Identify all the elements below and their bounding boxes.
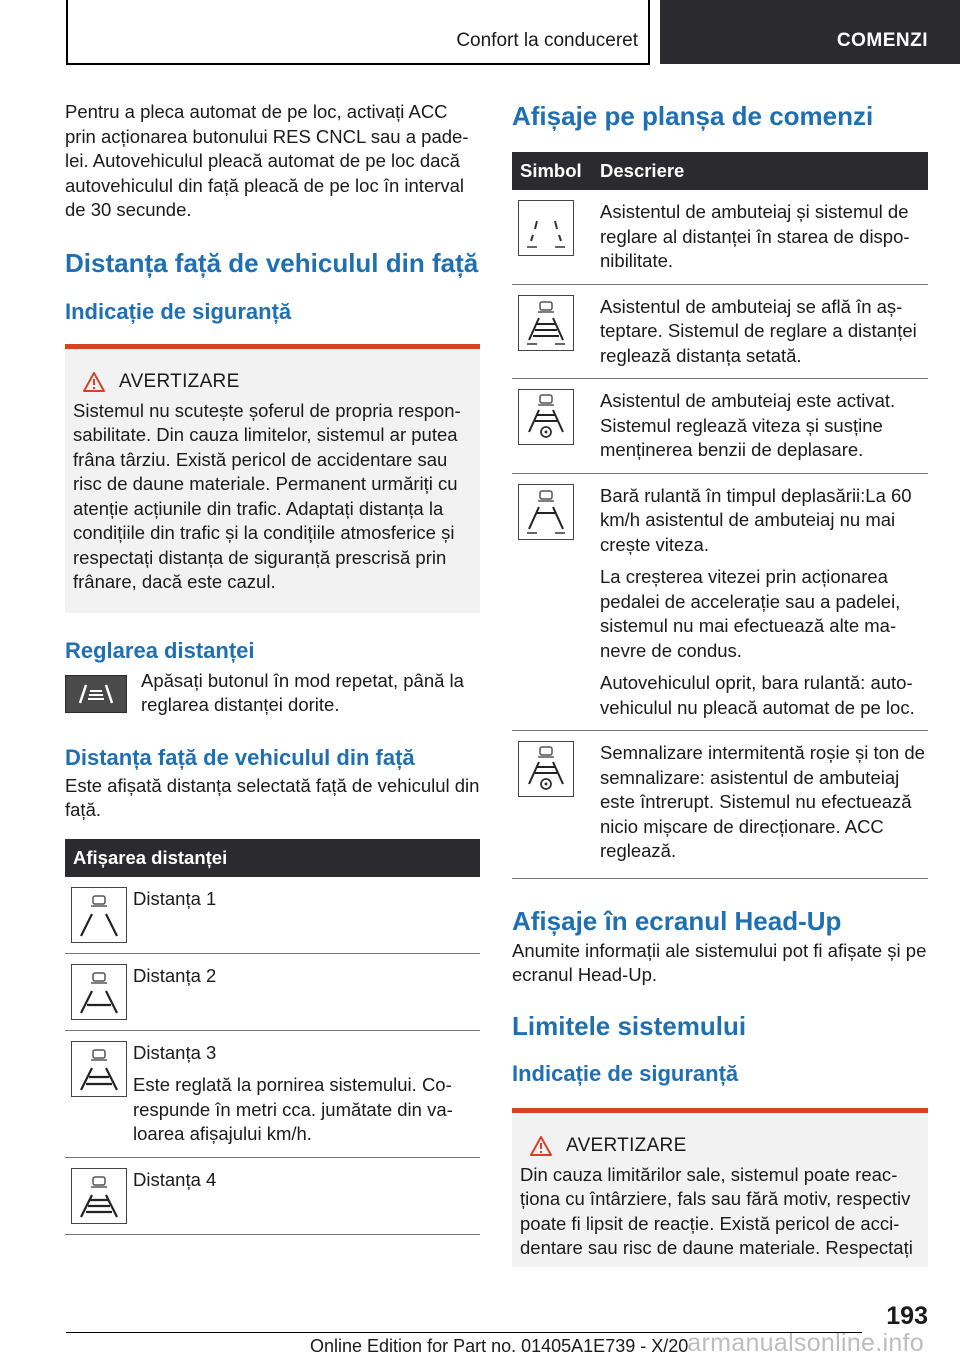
header-rule-left	[66, 0, 68, 64]
symbol-table-header	[512, 152, 928, 190]
table-row	[65, 954, 480, 1031]
table-row	[65, 877, 480, 954]
column-header-description: Descriere	[600, 160, 685, 181]
row-text: Asistentul de ambuteiaj este activat. Sistemul reglează viteza și susține menținerea benzii de deplasare.	[600, 390, 896, 460]
section-title: Confort la conduceret	[456, 30, 638, 51]
row-text: Distanța 4	[133, 1168, 217, 1190]
heading-limite: Limitele sistemului	[512, 1010, 747, 1041]
symbol-table	[512, 152, 928, 879]
page-number: 193	[886, 1302, 928, 1330]
reglare-text: Apăsați butonul în mod repetat, până la reglarea distanței dorite.	[141, 669, 464, 715]
warning-triangle-icon	[83, 372, 105, 392]
distance-3-icon	[71, 1041, 127, 1097]
table-row	[65, 1031, 480, 1158]
warning-triangle-icon	[530, 1136, 552, 1156]
row-text: Semnalizare intermitentă roșie și ton de semnalizare: asistentul de ambuteiaj este întrerupt. Sistemul nu efectuează nicio mișcare de direcționare. ACC reglează.	[600, 742, 925, 861]
warning-box-2	[512, 1108, 928, 1267]
heading-afisaje: Afișaje pe planșa de comenzi	[512, 101, 874, 131]
distance-table	[65, 839, 480, 1235]
chapter-tab[interactable]	[660, 0, 960, 64]
distance-2-icon	[71, 964, 127, 1020]
row-text: Asistentul de ambuteiaj se află în așteptare. Sistemul de reglare a distanței reglează distanța setată.	[600, 295, 917, 366]
heading-headup: Afișaje în ecranul Head-Up	[512, 905, 842, 936]
column-header-symbol: Simbol	[520, 160, 582, 181]
chapter-tab-label: COMENZI	[836, 30, 928, 51]
table-row	[512, 731, 928, 879]
rolling-bar-icon	[518, 484, 574, 540]
table-row	[512, 474, 928, 732]
table-row	[65, 1158, 480, 1235]
ambuteiaj-standby-icon	[518, 200, 574, 256]
table-row	[512, 190, 928, 285]
reglare-block	[65, 669, 480, 718]
row-text: Este reglată la pornirea sistemului. Corespunde în metri cca. jumătate din valoarea afișajului km/h.	[133, 1074, 453, 1144]
edition-text: Online Edition for Part no. 01405A1E739 - X/20	[310, 1336, 689, 1356]
right-column	[512, 100, 928, 1267]
intro-paragraph: Pentru a pleca automat de pe loc, activați ACC prin acționarea butonului RES CNCL sau a padelei. Autovehiculul pleacă automat de pe loc dacă autovehiculul din față pleacă de pe loc în interval de 30 secunde.	[65, 101, 469, 220]
table-row	[512, 379, 928, 474]
heading-distanta: Distanța față de vehiculul din față	[65, 744, 415, 770]
headup-text: Anumite informații ale sistemului pot fi afișate și pe ecranul Head-Up.	[512, 939, 927, 985]
watermark: armanualsonline.info	[687, 1329, 924, 1357]
row-text: Bară rulantă în timpul deplasării:La 60 km/h asistentul de ambuteiaj nu mai crește viteza.	[600, 484, 912, 555]
header-rule-bottom	[66, 63, 650, 65]
row-text: Autovehiculul oprit, bara rulantă: autovehiculul nu pleacă automat de pe loc.	[600, 672, 915, 718]
row-text: Distanța 2	[133, 964, 217, 986]
ambuteiaj-waiting-icon	[518, 295, 574, 351]
warning-title: AVERTIZARE	[119, 370, 240, 392]
row-text: Distanța 3	[133, 1041, 217, 1063]
ambuteiaj-active-icon	[518, 389, 574, 445]
heading-safety-note-2: Indicație de siguranță	[512, 1060, 739, 1086]
row-text: La creșterea vitezei prin acționarea pedalei de accelerație sau a padelei, sistemul nu mai efectuează alte manevre de condus.	[600, 566, 901, 661]
warning-title: AVERTIZARE	[566, 1134, 687, 1156]
row-text: Asistentul de ambuteiaj și sistemul de reglare al distanței în starea de disponibilitate.	[600, 201, 910, 271]
heading-distance: Distanța față de vehiculul din față	[65, 247, 479, 278]
warning-text: Sistemul nu scutește șoferul de propria responsabilitate. Din cauza limitelor, sistemul ar putea frâna târziu. Există pericol de accidentare sau risc de daune materiale. Permanent urmăriți cu atenție acțiunile din trafic. Adaptați distanța la condițiile din trafic și la condițiile atmosferice și respectați distanța de siguranță prescrisă prin frânare, dacă este cazul.	[73, 399, 461, 592]
heading-safety-note: Indicație de siguranță	[65, 298, 292, 324]
distanta-text: Este afișată distanța selectată față de vehiculul din față.	[65, 774, 480, 820]
warning-text: Din cauza limitărilor sale, sistemul poate reacționa cu întârziere, fals sau fără motiv, respectiv poate fi lipsit de reacție. Există pericol de accidentare sau risc de daune materiale. Respectați	[520, 1163, 913, 1258]
left-column	[65, 100, 480, 1235]
row-text: Distanța 1	[133, 887, 217, 909]
distance-table-header: Afișarea distanței	[65, 839, 480, 877]
warning-box	[65, 344, 480, 613]
distance-button-icon	[65, 675, 127, 713]
distance-4-icon	[71, 1168, 127, 1224]
table-row	[512, 285, 928, 380]
heading-reglare: Reglarea distanței	[65, 637, 255, 663]
distance-1-icon	[71, 887, 127, 943]
ambuteiaj-interrupted-icon	[518, 741, 574, 797]
header-rule-mid	[648, 0, 650, 64]
